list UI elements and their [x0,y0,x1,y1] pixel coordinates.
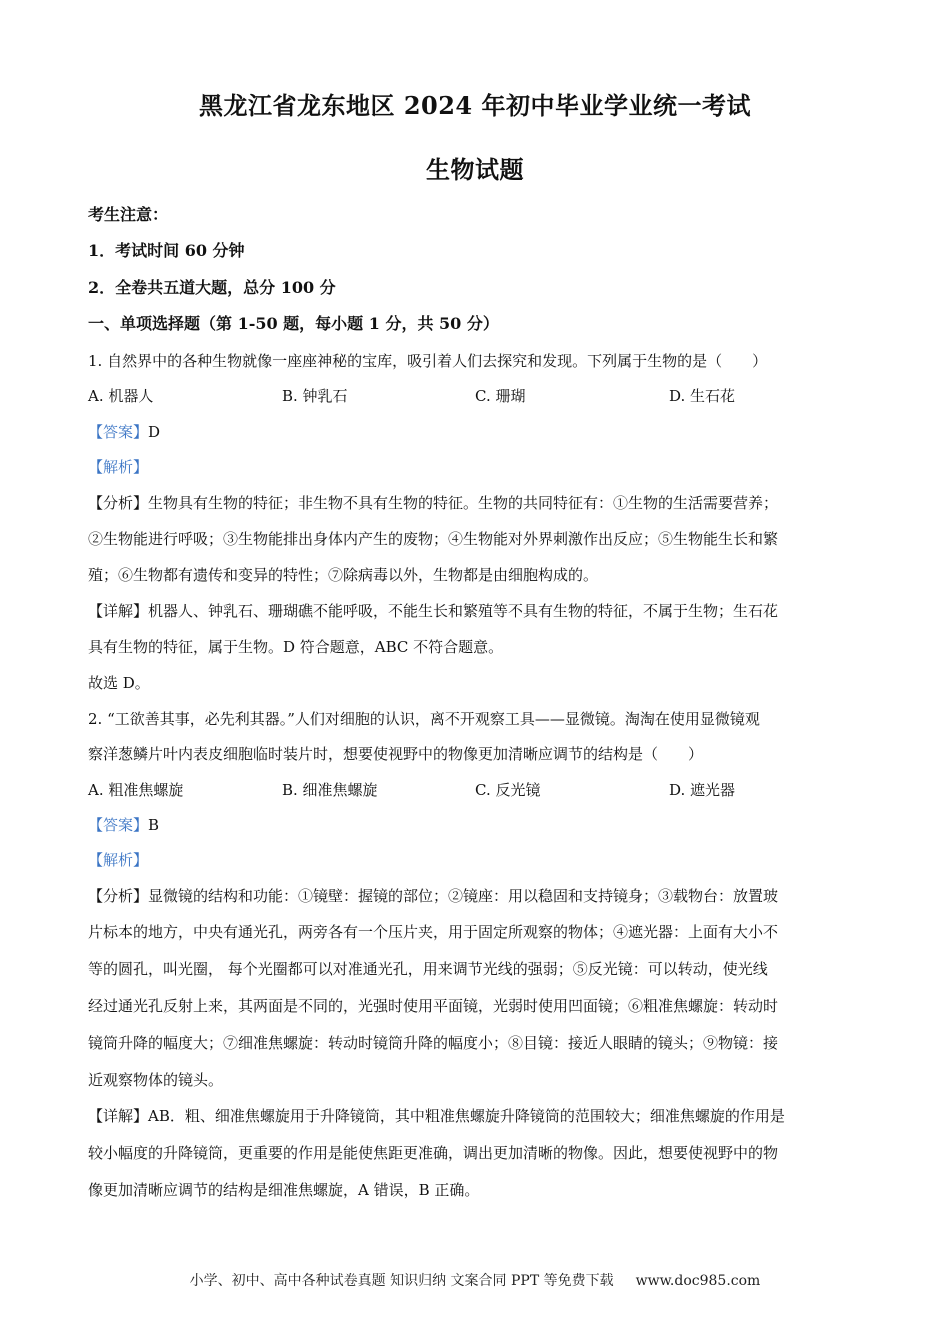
q2-fenxi-line-3: 等的圆孔，叫光圈， 每个光圈都可以对准通光孔，用来调节光线的强弱；⑤反光镜：可以转动，使光线 [88,960,768,978]
q1-answer [88,422,868,442]
footer-url[interactable]: www.doc985.com [635,1273,761,1289]
q1-fenxi-line-2: ②生物能进行呼吸；③生物能排出身体内产生的废物；④生物能对外界刺激作出反应；⑤生物能生长和繁 [88,530,779,548]
notice-item-2: 2．全卷共五道大题，总分 100 分 [88,278,336,297]
q1-xiangjie-line-2: 具有生物的特征，属于生物。D 符合题意，ABC 不符合题意。 [88,638,504,656]
q1-stem: 1. 自然界中的各种生物就像一座座神秘的宝库，吸引着人们去探究和发现。下列属于生物的是（ ） [88,352,768,370]
section-heading: 一、单项选择题（第 1-50 题，每小题 1 分，共 50 分） [88,314,499,333]
q2-xiangjie-line-3: 像更加清晰应调节的结构是细准焦螺旋，A 错误，B 正确。 [88,1181,480,1199]
xiangjie-tag: 【详解】 [88,602,149,620]
q1-option-b: B. 钟乳石 [282,387,348,405]
answer-tag: 【答案】 [88,423,149,441]
q1-fenxi-line-3: 殖；⑥生物都有遗传和变异的特性；⑦除病毒以外，生物都是由细胞构成的。 [88,566,599,584]
q1-xiangjie-line-1 [88,601,868,621]
q1-analysis-tag: 【解析】 [88,458,149,476]
exam-title: 黑龙江省龙东地区 2024 年初中毕业学业统一考试 [198,91,751,120]
q1-option-a: A. 机器人 [88,387,154,405]
answer-tag: 【答案】 [88,816,149,834]
xiangjie-text: 机器人、钟乳石、珊瑚礁不能呼吸，不能生长和繁殖等不具有生物的特征，不属于生物；生石花 [148,602,779,620]
q2-fenxi-line-4: 经过通光孔反射上来，其两面是不同的，光强时使用平面镜，光弱时使用凹面镜；⑥粗准焦螺旋：转动时 [88,997,779,1015]
q2-xiangjie-line-1 [88,1106,868,1126]
q2-fenxi-line-6: 近观察物体的镜头。 [88,1071,224,1089]
q2-fenxi-line-5: 镜筒升降的幅度大；⑦细准焦螺旋：转动时镜筒升降的幅度小；⑧目镜：接近人眼睛的镜头；⑨物镜：接 [88,1034,779,1052]
page-footer [0,1270,950,1290]
fenxi-tag: 【分析】 [88,887,149,905]
q2-answer [88,815,868,835]
q1-option-d: D. 生石花 [669,387,736,405]
xiangjie-tag: 【详解】 [88,1107,149,1125]
footer-text: 小学、初中、高中各种试卷真题 知识归纳 文案合同 PPT 等免费下载 [189,1273,614,1289]
q1-conclusion: 故选 D。 [88,674,150,692]
q1-fenxi-line-1 [88,493,868,513]
q2-option-b: B. 细准焦螺旋 [282,781,378,799]
q2-option-d: D. 遮光器 [669,781,736,799]
q1-option-c: C. 珊瑚 [475,387,526,405]
q2-xiangjie-line-2: 较小幅度的升降镜筒，更重要的作用是能使焦距更准确，调出更加清晰的物像。因此，想要使视野中的物 [88,1144,779,1162]
xiangjie-text: AB．粗、细准焦螺旋用于升降镜筒，其中粗准焦螺旋升降镜筒的范围较大；细准焦螺旋的作用是 [148,1107,785,1125]
q2-fenxi-line-1 [88,886,868,906]
q2-stem-line-1: 2. “工欲善其事，必先利其器。”人们对细胞的认识，离不开观察工具——显微镜。淘淘在使用显微镜观 [88,710,760,728]
q2-analysis-tag: 【解析】 [88,851,149,869]
fenxi-text: 生物具有生物的特征；非生物不具有生物的特征。生物的共同特征有：①生物的生活需要营养； [148,494,779,512]
q2-fenxi-line-2: 片标本的地方，中央有通光孔，两旁各有一个压片夹，用于固定所观察的物体；④遮光器：上面有大小不 [88,923,779,941]
q2-stem-line-2: 察洋葱鳞片叶内表皮细胞临时装片时，想要使视野中的物像更加清晰应调节的结构是（ ） [88,745,704,763]
q2-option-c: C. 反光镜 [475,781,541,799]
q2-option-a: A. 粗准焦螺旋 [88,781,184,799]
notice-item-1: 1．考试时间 60 分钟 [88,241,245,260]
exam-subtitle: 生物试题 [426,155,524,184]
notice-heading: 考生注意： [88,205,169,224]
answer-value: D [148,423,161,441]
fenxi-tag: 【分析】 [88,494,149,512]
answer-value: B [148,816,160,834]
fenxi-text: 显微镜的结构和功能：①镜壁：握镜的部位；②镜座：用以稳固和支持镜身；③载物台：放置玻 [148,887,779,905]
